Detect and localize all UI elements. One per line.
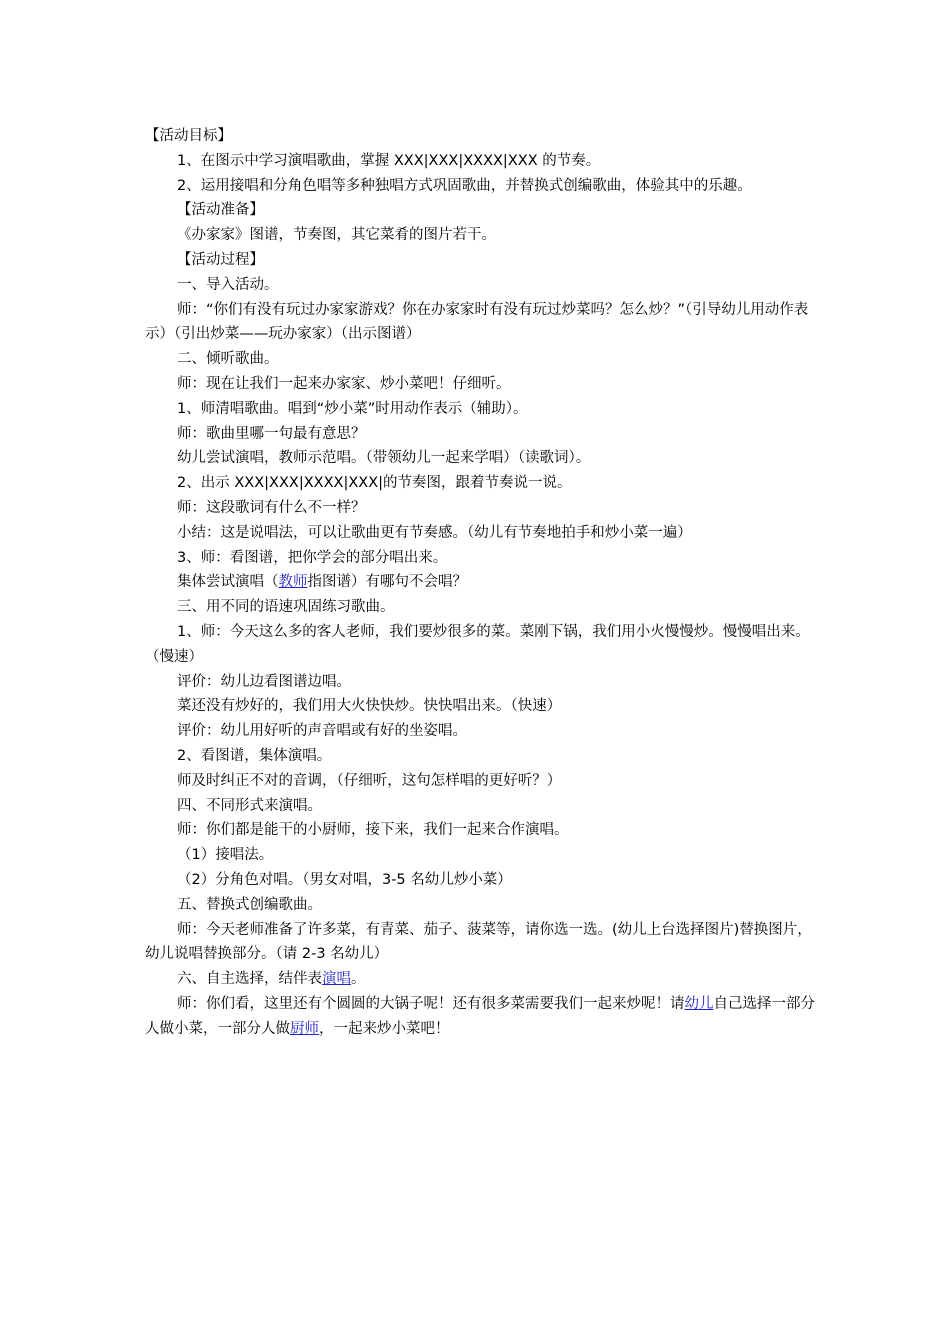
section-2-title: 二、倾听歌曲。 <box>177 351 279 368</box>
section-5-para-1: 师：今天老师准备了许多菜，有青菜、茄子、菠菜等，请你选一选。(幼儿上台选择图片)替换图片，幼儿说唱替换部分。（请 2-3 名幼儿） <box>145 921 812 963</box>
section-1-title: 一、导入活动。 <box>177 276 279 293</box>
section-2-para-6: 师：这段歌词有什么不一样？ <box>177 499 366 516</box>
goal-1: 1、在图示中学习演唱歌曲，掌握 XXX|XXX|XXXX|XXX 的节奏。 <box>177 152 601 169</box>
text-segment: 集体尝试演唱（ <box>177 574 279 591</box>
link-chef[interactable]: 厨师 <box>290 1020 319 1037</box>
section-2-para-1: 师：现在让我们一起来办家家、炒小菜吧！仔细听。 <box>177 375 511 392</box>
section-6-para-1 <box>145 992 815 1042</box>
section-6-title <box>145 967 815 992</box>
section-2-para-4: 幼儿尝试演唱，教师示范唱。（带领幼儿一起来学唱）（读歌词）。 <box>177 450 591 467</box>
section-4-para-3: （2）分角色对唱。（男女对唱，3-5 名幼儿炒小菜） <box>177 871 512 888</box>
link-sing[interactable]: 演唱 <box>322 971 351 988</box>
section-1-para-1: 师：“你们有没有玩过办家家游戏？你在办家家时有没有玩过炒菜吗？怎么炒？”（引导幼儿用动作表示）（引出炒菜——玩办家家）（出示图谱） <box>145 301 809 343</box>
heading-goal: 【活动目标】 <box>145 128 232 144</box>
link-teacher[interactable]: 教师 <box>278 574 308 591</box>
section-3-para-3: 菜还没有炒好的，我们用大火快快炒。快快唱出来。（快速） <box>177 698 562 715</box>
document-page <box>145 124 815 1041</box>
section-2-para-9 <box>145 570 815 595</box>
section-4-para-2: （1）接唱法。 <box>177 847 274 864</box>
section-2-para-3: 师：歌曲里哪一句最有意思？ <box>177 425 366 442</box>
section-3-para-6: 师及时纠正不对的音调，（仔细听，这句怎样唱的更好听？） <box>177 772 562 789</box>
text-segment: 指图谱）有哪句不会唱？ <box>307 574 467 591</box>
section-2-para-5: 2、出示 XXX|XXX|XXXX|XXX|的节奏图，跟着节奏说一说。 <box>177 475 572 492</box>
text-segment: 自己选择一部分人做小菜，一部分人做 <box>145 995 815 1037</box>
section-2-para-2: 1、师清唱歌曲。唱到“炒小菜”时用动作表示（辅助）。 <box>177 400 528 417</box>
section-3-para-4: 评价：幼儿用好听的声音唱或有好的坐姿唱。 <box>177 723 467 740</box>
link-children[interactable]: 幼儿 <box>684 995 714 1012</box>
section-2-para-8: 3、师：看图谱，把你学会的部分唱出来。 <box>177 549 448 566</box>
section-3-para-2: 评价：幼儿边看图谱边唱。 <box>177 673 351 690</box>
section-3-title: 三、用不同的语速巩固练习歌曲。 <box>177 599 395 616</box>
section-5-title: 五、替换式创编歌曲。 <box>177 896 322 913</box>
prep-1: 《办家家》图谱，节奏图，其它菜肴的图片若干。 <box>177 227 496 244</box>
section-2-para-7: 小结：这是说唱法，可以让歌曲更有节奏感。（幼儿有节奏地拍手和炒小菜一遍） <box>177 524 692 541</box>
section-4-para-1: 师：你们都是能干的小厨师，接下来，我们一起来合作演唱。 <box>177 822 569 839</box>
section-4-title: 四、不同形式来演唱。 <box>177 797 322 814</box>
heading-process: 【活动过程】 <box>177 251 264 268</box>
text-segment: 师：你们看，这里还有个圆圆的大锅子呢！还有很多菜需要我们一起来炒呢！请 <box>177 995 685 1012</box>
section-3-para-1: 1、师：今天这么多的客人老师，我们要炒很多的菜。菜刚下锅，我们用小火慢慢炒。慢慢唱出来。（慢速） <box>145 623 810 665</box>
text-segment: 。 <box>351 971 366 988</box>
text-segment: ，一起来炒小菜吧！ <box>319 1020 450 1037</box>
section-3-para-5: 2、看图谱，集体演唱。 <box>177 747 332 764</box>
heading-prep: 【活动准备】 <box>177 202 264 219</box>
goal-2: 2、运用接唱和分角色唱等多种独唱方式巩固歌曲，并替换式创编歌曲，体验其中的乐趣。 <box>177 177 752 194</box>
text-segment: 六、自主选择，结伴表 <box>177 971 322 988</box>
